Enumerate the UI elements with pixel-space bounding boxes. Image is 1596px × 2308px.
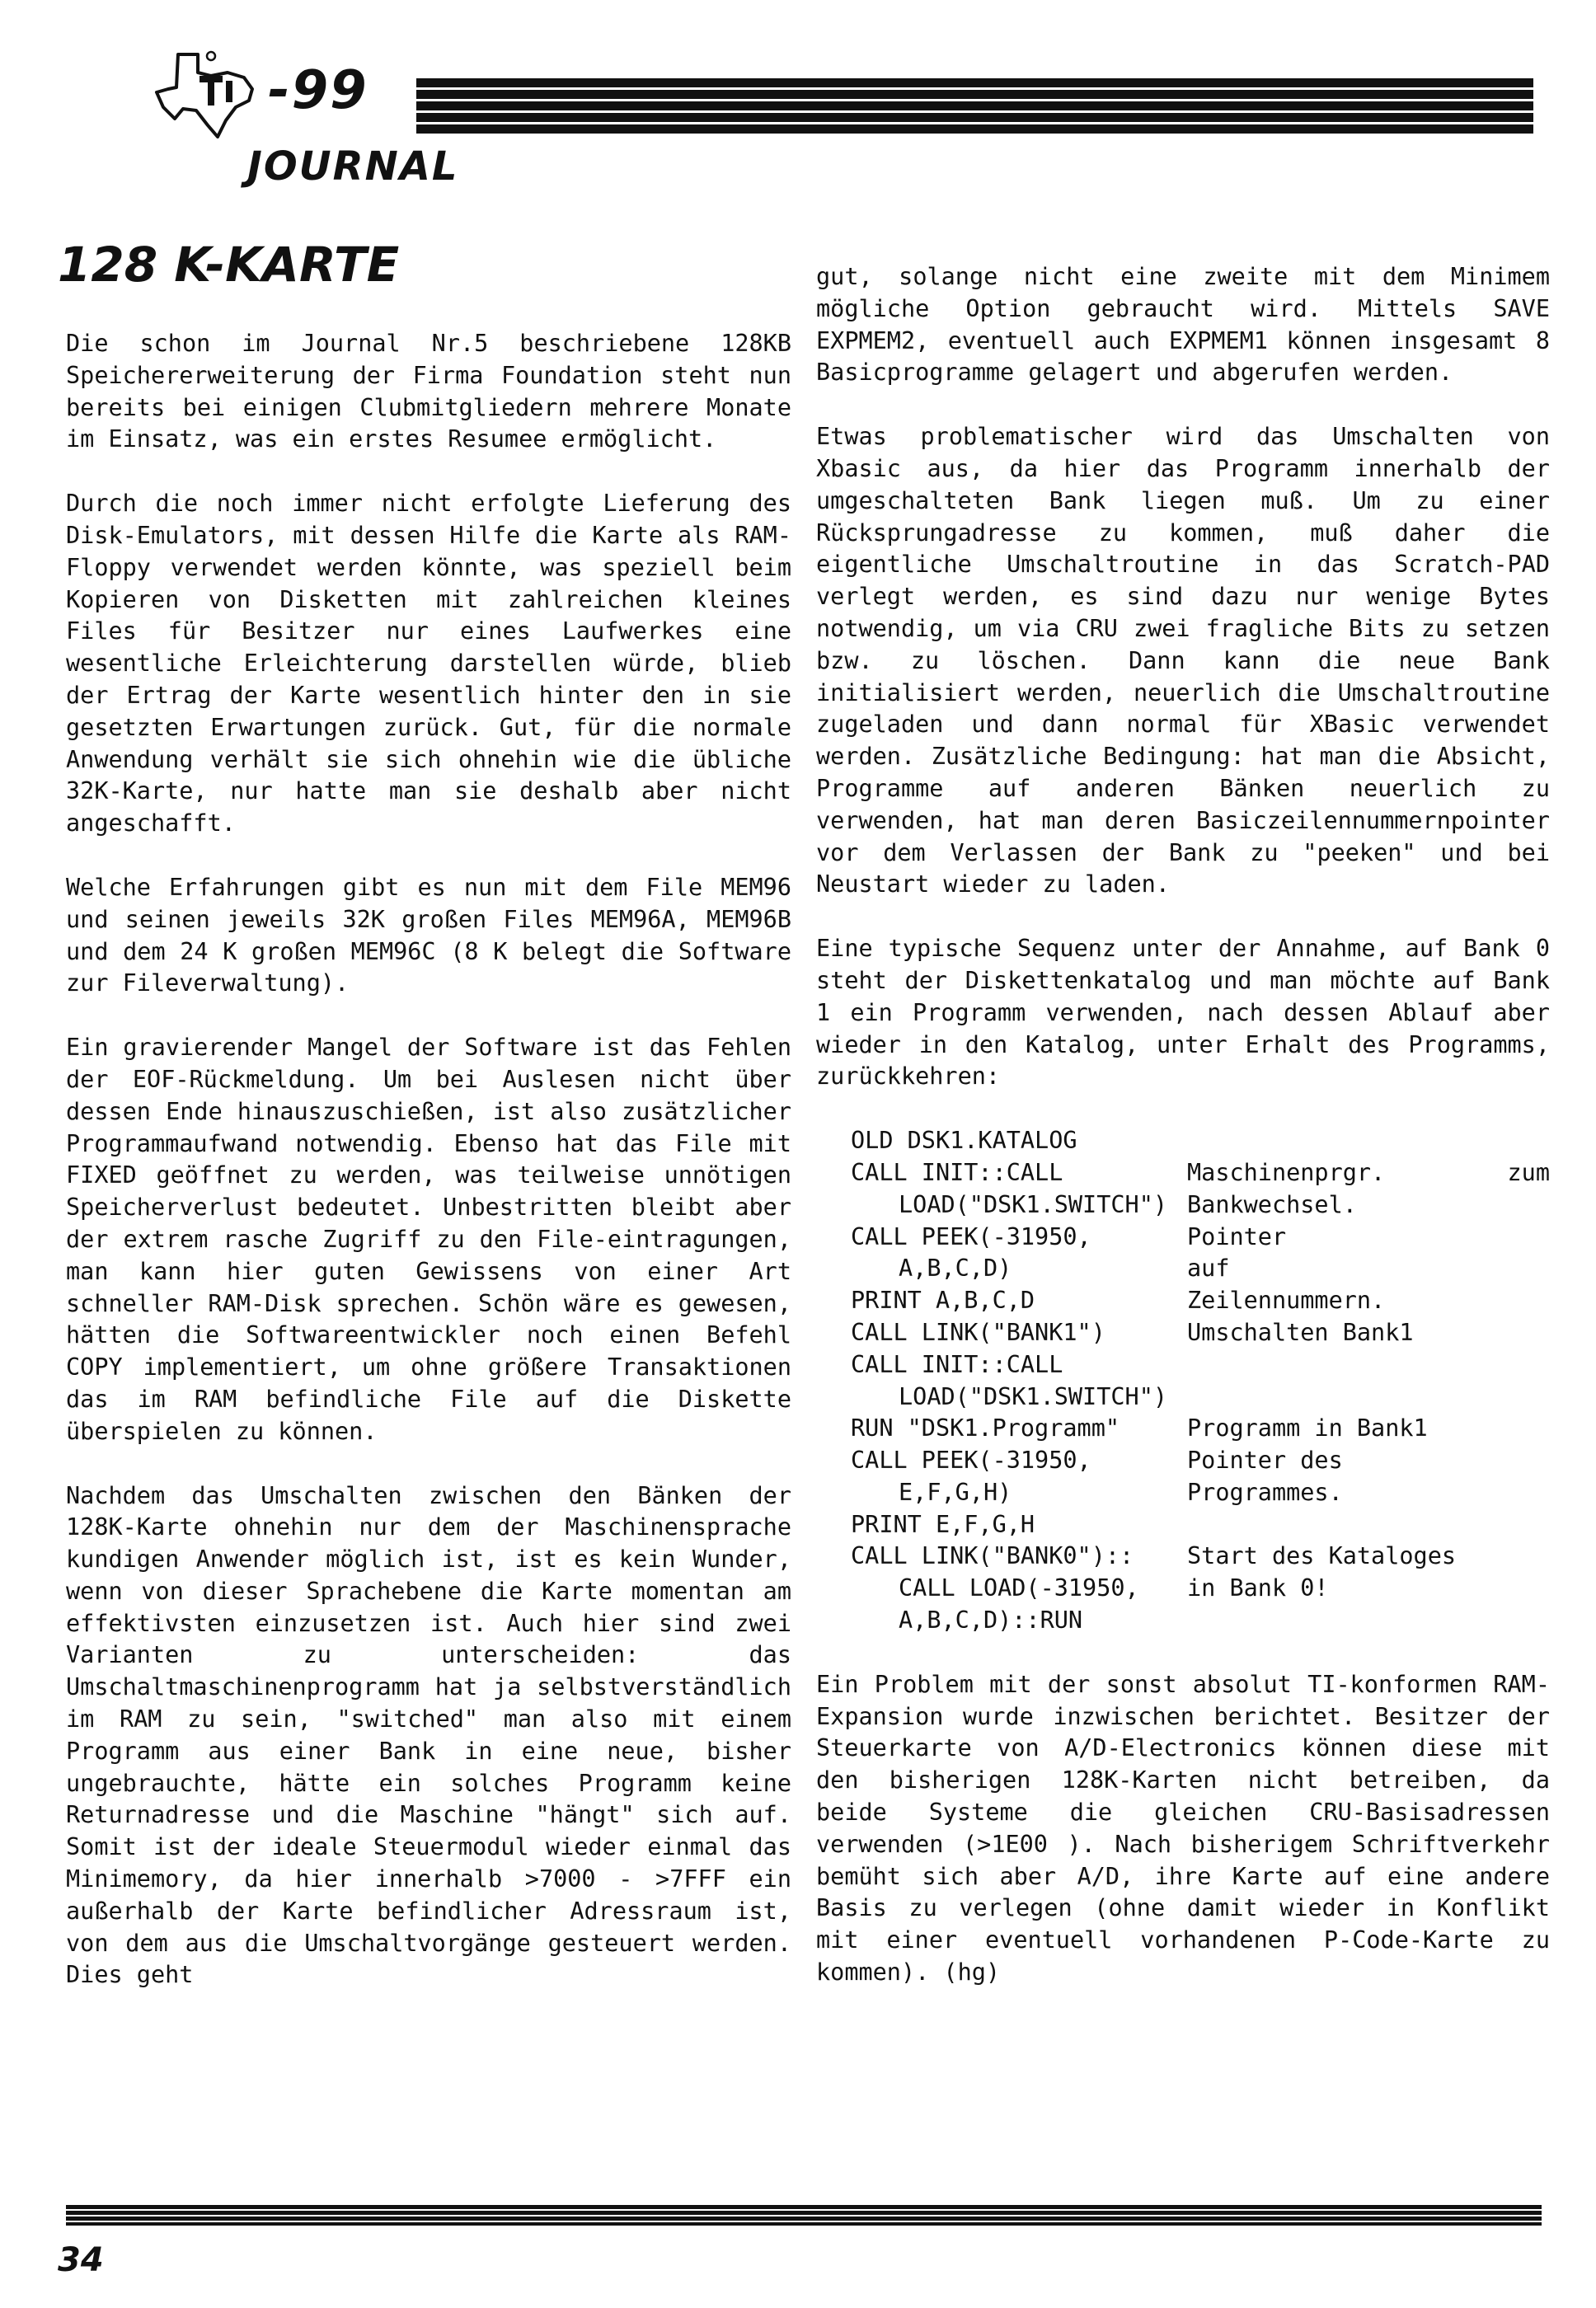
code-text: LOAD("DSK1.SWITCH") <box>899 1190 1168 1218</box>
paragraph: Ein gravierender Mangel der Software ist das Fehlen der EOF-Rückmeldung. Um bei Auslesen nicht über dessen Ende hinauszuschießen, ist also zusätzlicher Programmaufwand notwendig. Ebenso hat das File mit FIXED geöffnet zu werden, was teilweise unnötigen Speicherverlust bedeutet. Unbestritten bleibt aber der extrem rasche Zugriff zu den File-eintragungen, man kann hier guten Gewissens von einer Art schneller RAM-Disk sprechen. Schön wäre es gewesen, hätten die Softwareentwickler noch einen Befehl COPY implementiert, um ohne größere Transaktionen das im RAM befindliche File auf die Diskette überspielen zu können. <box>66 1034 791 1445</box>
code-text: CALL INIT::CALL <box>851 1158 1063 1186</box>
code-line <box>816 1157 1550 1189</box>
code-comment: Umschalten Bank1 <box>1187 1318 1414 1346</box>
left-column <box>66 328 791 1991</box>
code-line <box>816 1349 1550 1382</box>
code-line <box>816 1253 1550 1285</box>
code-text: E,F,G,H) <box>899 1478 1012 1506</box>
code-comment <box>1187 1349 1550 1382</box>
code-comment <box>1187 1382 1550 1414</box>
code-comment <box>1187 1125 1550 1157</box>
code-line <box>816 1189 1550 1222</box>
paragraph: Welche Erfahrungen gibt es nun mit dem File MEM96 und seinen jeweils 32K großen Files MEM96A, MEM96B und dem 24 K großen MEM96C (8 K belegt die Software zur Fileverwaltung). <box>66 873 791 997</box>
code-text: CALL PEEK(-31950, <box>851 1447 1091 1475</box>
code-line <box>816 1509 1550 1541</box>
code-comment: Pointer des <box>1187 1447 1343 1475</box>
code-line <box>816 1382 1550 1414</box>
code-comment: Bankwechsel. <box>1187 1190 1357 1218</box>
code-line <box>816 1605 1550 1637</box>
code-text: CALL PEEK(-31950, <box>851 1222 1091 1250</box>
paragraph: Nachdem das Umschalten zwischen den Bänken der 128K-Karte ohnehin nur dem der Maschinensprache kundigen Anwender möglich ist, ist es kein Wunder, wenn von dieser Sprachebene die Karte momentan am effektivsten einzusetzen ist. Auch hier sind zwei Varianten zu unterscheiden: das Umschaltmaschinenprogramm hat ja selbstverständlich im RAM zu sein, "switched" man also mit einem Programm aus einer Bank in eine neue, bisher ungebrauchte, hätte ein solches Programm keine Returnadresse und die Maschine "hängt" sich auf. Somit ist der ideale Steuermodul wieder einmal das Minimemory, da hier innerhalb >7000 - >7FFF ein außerhalb der Karte befindlicher Adressraum ist, von dem aus die Umschaltvorgänge gesteuert werden. Dies geht <box>66 1481 791 1989</box>
code-text: OLD DSK1.KATALOG <box>851 1127 1077 1155</box>
code-comment <box>1187 1605 1550 1637</box>
magazine-number: -99 <box>268 60 368 121</box>
code-text: CALL LOAD(-31950, <box>899 1574 1139 1602</box>
code-comment: Programmes. <box>1187 1478 1343 1506</box>
code-text: A,B,C,D)::RUN <box>899 1607 1083 1635</box>
code-text: CALL LINK("BANK0"):: <box>851 1542 1134 1570</box>
footer-rule <box>66 2205 1542 2226</box>
paragraph: Etwas problematischer wird das Umschalten von Xbasic aus, da hier das Programm innerhalb der umgeschalteten Bank liegen muß. Um zu einer Rücksprungadresse zu kommen, muß daher die eigentliche Umschaltroutine in das Scratch-PAD verlegt werden, es sind dazu nur wenige Bytes notwendig, um via CRU zwei fragliche Bits zu setzen bzw. zu löschen. Dann kann die neue Bank initialisiert werden, neuerlich die Umschaltroutine zugeladen und dann normal für XBasic verwendet werden. Zusätzliche Bedingung: hat man die Absicht, Programme auf anderen Bänken neuerlich zu verwenden, hat man deren Basiczeilennummernpointer vor dem Verlassen der Bank zu "peeken" und bei Neustart wieder zu laden. <box>816 423 1550 898</box>
code-text: PRINT E,F,G,H <box>851 1510 1035 1538</box>
ti-texas-map-logo-icon <box>147 40 270 138</box>
code-line <box>816 1573 1550 1605</box>
code-comment: auf <box>1187 1255 1230 1283</box>
code-comment: Start des Kataloges <box>1187 1542 1457 1570</box>
code-text: CALL LINK("BANK1") <box>851 1318 1105 1346</box>
code-comment: Programm in Bank1 <box>1187 1414 1428 1442</box>
code-line <box>816 1413 1550 1445</box>
paragraph: Die schon im Journal Nr.5 beschriebene 128KB Speichererweiterung der Firma Foundation steht nun bereits bei einigen Clubmitgliedern mehrere Monate im Einsatz, was ein erstes Resumee ermöglicht. <box>66 330 791 453</box>
code-line <box>816 1541 1550 1573</box>
page-number: 34 <box>58 2241 104 2279</box>
right-column <box>816 261 1550 1989</box>
article-title: 128 K-KARTE <box>58 237 400 293</box>
code-comment: Zeilennummern. <box>1187 1287 1386 1315</box>
code-comment: in Bank 0! <box>1187 1574 1329 1602</box>
paragraph: gut, solange nicht eine zweite mit dem Minimem mögliche Option gebraucht wird. Mittels SAVE EXPMEM2, eventuell auch EXPMEM1 können insgesamt 8 Basicprogramme gelagert und abgerufen werden. <box>816 263 1550 387</box>
code-text: A,B,C,D) <box>899 1255 1012 1283</box>
code-line <box>816 1285 1550 1317</box>
paragraph: Durch die noch immer nicht erfolgte Lieferung des Disk-Emulators, mit dessen Hilfe die Karte als RAM-Floppy verwendet werden könnte, was speziell beim Kopieren von Disketten mit zahlreichen kleines Files für Besitzer nur eines Laufwerkes eine wesentliche Erleichterung darstellen würde, blieb der Ertrag der Karte wesentlich hinter den in sie gesetzten Erwartungen zurück. Gut, für die normale Anwendung verhält sie sich ohnehin wie die übliche 32K-Karte, nur hatte man sie deshalb aber nicht angeschafft. <box>66 490 791 837</box>
magazine-name: JOURNAL <box>247 143 459 190</box>
code-comment: Pointer <box>1187 1222 1287 1250</box>
code-text: LOAD("DSK1.SWITCH") <box>899 1382 1168 1410</box>
code-comment <box>1187 1509 1550 1541</box>
header-rule <box>416 78 1533 134</box>
paragraph: Eine typische Sequenz unter der Annahme, auf Bank 0 steht der Diskettenkatalog und man möchte auf Bank 1 ein Programm verwenden, nach dessen Ablauf aber wieder in den Katalog, unter Erhalt des Programms, zurückkehren: <box>816 935 1550 1091</box>
code-text: RUN "DSK1.Programm" <box>851 1414 1120 1442</box>
code-line <box>816 1317 1550 1349</box>
code-comment: Maschinenprgr. zum <box>1187 1158 1550 1186</box>
code-line <box>816 1125 1550 1157</box>
code-line <box>816 1445 1550 1477</box>
code-text: CALL INIT::CALL <box>851 1350 1063 1378</box>
code-text: PRINT A,B,C,D <box>851 1287 1035 1315</box>
code-line <box>816 1477 1550 1509</box>
code-listing <box>816 1125 1550 1637</box>
paragraph: Ein Problem mit der sonst absolut TI-konformen RAM-Expansion wurde inzwischen berichtet. Besitzer der Steuerkarte von A/D-Electronics können diese mit den bisherigen 128K-Karten nicht betreiben, da beide Systeme die gleichen CRU-Basisadressen verwenden (>1E00 ). Nach bisherigem Schriftverkehr bemüht sich aber A/D, ihre Karte auf eine andere Basis zu verlegen (ohne damit wieder in Konflikt mit einer eventuell vorhandenen P-Code-Karte zu kommen). (hg) <box>816 1670 1550 1987</box>
code-line <box>816 1222 1550 1254</box>
